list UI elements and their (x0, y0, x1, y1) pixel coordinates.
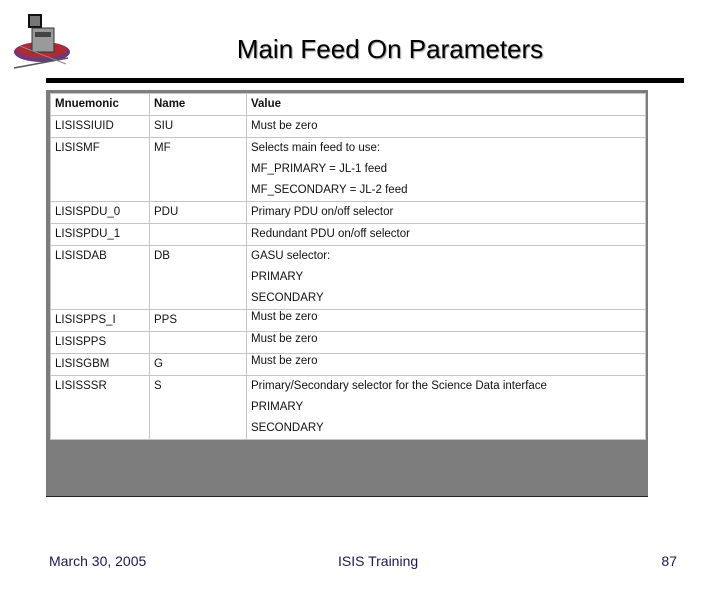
cell-mnemonic: LISISPPS_I (55, 314, 116, 326)
cell-value: PRIMARY (251, 271, 304, 283)
cell-mnemonic: LISISSIUID (55, 120, 114, 132)
cell-mnemonic: LISISDAB (55, 250, 107, 262)
cell-value: MF_SECONDARY = JL-2 feed (251, 184, 408, 196)
cell-value: Primary/Secondary selector for the Science Data interface (251, 380, 547, 392)
cell-mnemonic: LISISPPS (55, 336, 107, 348)
header-value: Value (247, 94, 646, 116)
table-row (51, 224, 646, 246)
cell-mnemonic: LISISSSR (55, 380, 107, 392)
cell-value: Selects main feed to use: (251, 142, 381, 154)
cell-value: Must be zero (251, 120, 318, 132)
header-name: Name (150, 94, 247, 116)
cell-mnemonic: LISISPDU_0 (55, 206, 121, 218)
title-divider (46, 78, 684, 83)
glast-satellite-logo (8, 10, 74, 70)
cell-name: DB (154, 250, 170, 262)
cell-name: S (154, 380, 162, 392)
cell-value: Must be zero (251, 311, 318, 323)
table-row (51, 332, 646, 354)
table-row (51, 246, 646, 310)
cell-name: SIU (154, 120, 174, 132)
parameters-table (50, 93, 646, 440)
cell-mnemonic: LISISPDU_1 (55, 228, 121, 240)
table-row (51, 202, 646, 224)
cell-name: PPS (154, 314, 178, 326)
table-row (51, 310, 646, 332)
table-row (51, 138, 646, 202)
cell-name (154, 332, 246, 353)
cell-value: SECONDARY (251, 292, 324, 304)
page-title: Main Feed On Parameters (236, 34, 544, 64)
table-header-row (51, 94, 646, 116)
page-number: 87 (661, 553, 677, 569)
cell-value: Primary PDU on/off selector (251, 206, 394, 218)
footer-title: ISIS Training (338, 553, 419, 569)
cell-mnemonic: LISISGBM (55, 358, 110, 370)
cell-value: Must be zero (251, 355, 318, 367)
footer-date: March 30, 2005 (49, 553, 147, 569)
cell-value: MF_PRIMARY = JL-1 feed (251, 163, 388, 175)
table-row (51, 376, 646, 440)
parameters-table-frame (46, 90, 648, 497)
cell-value: Must be zero (251, 333, 318, 345)
cell-value: PRIMARY (251, 401, 304, 413)
cell-name (154, 224, 246, 245)
cell-value: GASU selector: (251, 250, 331, 262)
cell-name: G (154, 358, 163, 370)
table-row (51, 354, 646, 376)
header-mnemonic: Mnuemonic (51, 94, 150, 116)
cell-value: SECONDARY (251, 422, 324, 434)
cell-name: MF (154, 142, 171, 154)
cell-mnemonic: LISISMF (55, 142, 100, 154)
cell-name: PDU (154, 206, 179, 218)
cell-value: Redundant PDU on/off selector (251, 228, 410, 240)
table-row (51, 116, 646, 138)
